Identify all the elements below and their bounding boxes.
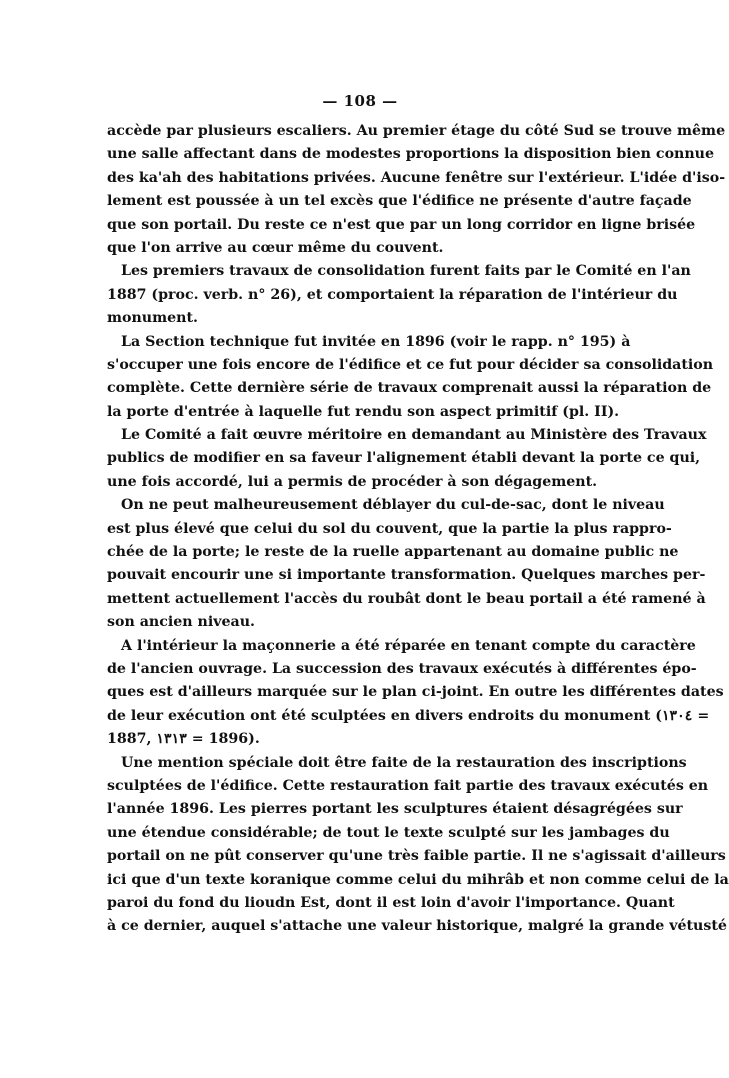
text-line: son ancien niveau. (107, 614, 255, 631)
text-line: A l'intérieur la maçonnerie a été réparée en tenant compte du caractère (121, 637, 696, 654)
text-line: Les premiers travaux de consolidation furent faits par le Comité en l'an (121, 263, 691, 280)
text-line: ici que d'un texte koranique comme celui du mihrâb et non comme celui de la (107, 871, 729, 888)
text-line: sculptées de l'édifice. Cette restauration fait partie des travaux exécutés en (107, 777, 709, 794)
text-line: Le Comité a fait œuvre méritoire en demandant au Ministère des Travaux (121, 427, 707, 444)
text-line: pouvait encourir une si importante transformation. Quelques marches per- (107, 567, 706, 584)
text-line: de l'ancien ouvrage. La succession des travaux exécutés à différentes épo- (107, 660, 697, 677)
text-line: chée de la porte; le reste de la ruelle appartenant au domaine public ne (107, 544, 679, 561)
text-line: publics de modifier en sa faveur l'alignement établi devant la porte ce qui, (107, 450, 701, 467)
text-line: monument. (107, 310, 198, 327)
text-line: 1887 (proc. verb. n° 26), et comportaient la réparation de l'intérieur du (107, 286, 678, 303)
page-number: — 108 — (322, 92, 398, 110)
text-line: portail on ne pût conserver qu'une très faible partie. Il ne s'agissait d'ailleurs (107, 848, 726, 865)
text-line: des ka'ah des habitations privées. Aucune fenêtre sur l'extérieur. L'idée d'iso- (107, 169, 726, 186)
text-line: de leur exécution ont été sculptées en divers endroits du monument (١٣٠٤ = (107, 707, 710, 724)
text-line: que son portail. Du reste ce n'est que par un long corridor en ligne brisée (107, 216, 696, 233)
text-line: une étendue considérable; de tout le texte sculpté sur les jambages du (107, 824, 670, 841)
text-line: ques est d'ailleurs marquée sur le plan ci-joint. En outre les différentes dates (107, 684, 724, 701)
text-line: lement est poussée à un tel excès que l'édifice ne présente d'autre façade (107, 193, 692, 210)
text-line: que l'on arrive au cœur même du couvent. (107, 239, 444, 256)
text-line: Une mention spéciale doit être faite de la restauration des inscriptions (121, 754, 687, 771)
text-line: accède par plusieurs escaliers. Au premier étage du côté Sud se trouve même (107, 123, 726, 139)
text-line: 1887, ١٣١٣ = 1896). (107, 731, 260, 748)
text-line: On ne peut malheureusement déblayer du cul-de-sac, dont le niveau (121, 497, 665, 514)
text-line: à ce dernier, auquel s'attache une valeur historique, malgré la grande vétusté (107, 918, 727, 935)
text-line: s'occuper une fois encore de l'édifice et ce fut pour décider sa consolidation (107, 356, 714, 373)
body-text (107, 120, 729, 939)
text-line: est plus élevé que celui du sol du couvent, que la partie la plus rappro- (107, 520, 672, 537)
text-line: complète. Cette dernière série de travaux comprenait aussi la réparation de (107, 380, 712, 397)
text-line: une fois accordé, lui a permis de procéder à son dégagement. (107, 473, 598, 490)
text-line: la porte d'entrée à laquelle fut rendu son aspect primitif (pl. II). (107, 403, 620, 420)
text-line: La Section technique fut invitée en 1896 (voir le rapp. n° 195) à (121, 333, 631, 350)
text-line: paroi du fond du lioudn Est, dont il est loin d'avoir l'importance. Quant (107, 894, 675, 911)
text-line: une salle affectant dans de modestes proportions la disposition bien connue (107, 146, 715, 163)
text-line: l'année 1896. Les pierres portant les sculptures étaient désagrégées sur (107, 801, 683, 818)
text-line: mettent actuellement l'accès du roubât dont le beau portail a été ramené à (107, 590, 706, 607)
